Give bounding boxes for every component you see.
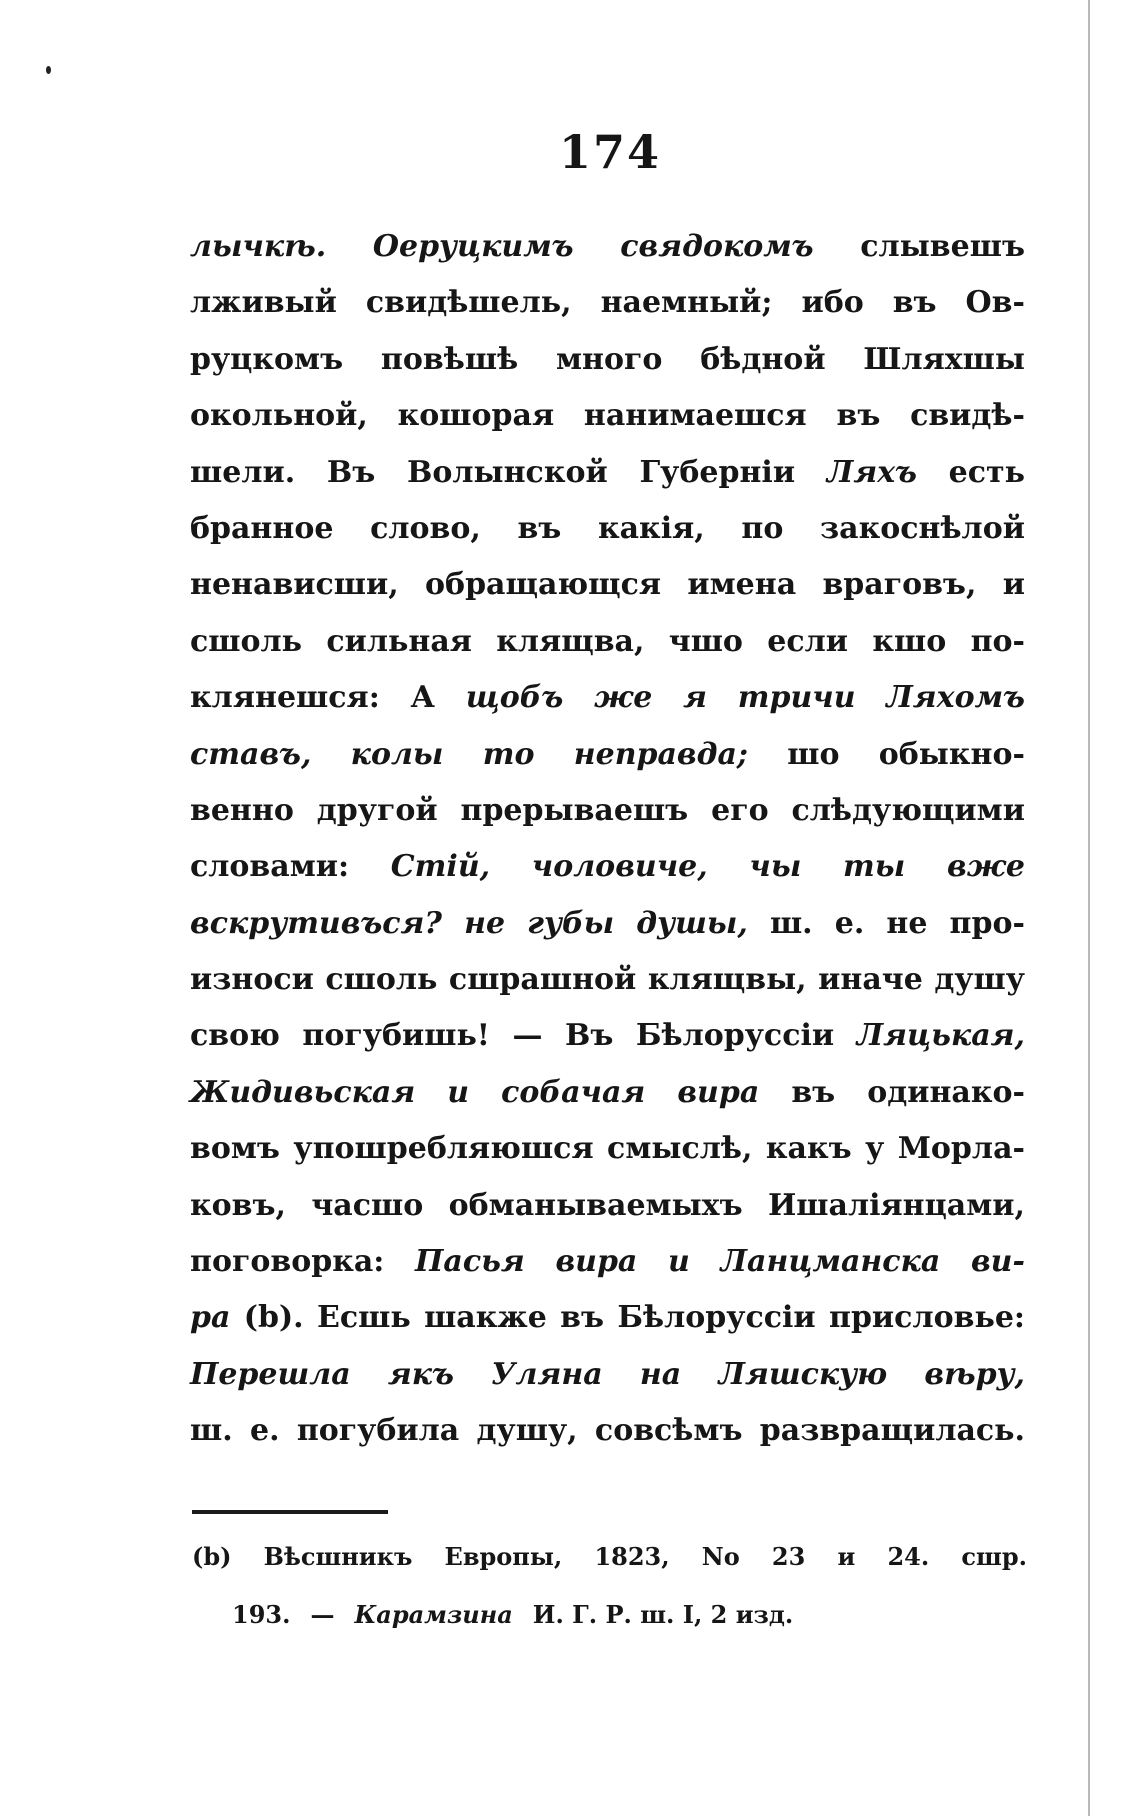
word: Въ bbox=[326, 454, 376, 490]
word: Бѣлоруссіи bbox=[635, 1018, 835, 1054]
word: собачая bbox=[501, 1074, 646, 1110]
text-line bbox=[190, 952, 1025, 1008]
word: Ляхомъ bbox=[886, 680, 1025, 716]
word: (b). bbox=[243, 1300, 304, 1336]
word: Ишаліянцами, bbox=[767, 1187, 1025, 1223]
word: ра bbox=[190, 1300, 231, 1336]
word: то bbox=[482, 736, 535, 772]
word: Есшь bbox=[316, 1300, 411, 1336]
word: я bbox=[683, 680, 707, 716]
word: Губерніи bbox=[639, 454, 796, 490]
word: душу bbox=[934, 962, 1025, 998]
word: клящва, bbox=[496, 623, 645, 659]
word: губы bbox=[527, 905, 615, 941]
word: тричи bbox=[737, 680, 856, 716]
word: износи bbox=[190, 962, 314, 998]
text-line bbox=[190, 727, 1025, 783]
word: вже bbox=[947, 849, 1025, 885]
word: душы, bbox=[636, 905, 748, 941]
text-line bbox=[190, 896, 1025, 952]
word: Бѣлоруссіи bbox=[617, 1300, 816, 1336]
word: присловье: bbox=[829, 1300, 1025, 1336]
word: ставъ, bbox=[190, 736, 312, 772]
word: руцкомъ bbox=[190, 341, 344, 377]
text-line bbox=[190, 1008, 1025, 1064]
word: если bbox=[767, 623, 849, 659]
word: какія, bbox=[597, 510, 705, 546]
text-line bbox=[190, 388, 1025, 444]
word: лживый bbox=[190, 285, 337, 321]
footnote-dash: — bbox=[310, 1600, 335, 1629]
word: бранное bbox=[190, 510, 334, 546]
footnote-word: No bbox=[701, 1542, 740, 1571]
word: и bbox=[668, 1244, 690, 1280]
word: Перешла bbox=[190, 1356, 351, 1392]
word: есть bbox=[948, 454, 1025, 490]
word: Ляхъ bbox=[826, 454, 917, 490]
footnote-word: Европы, bbox=[444, 1542, 563, 1571]
word: сшрашной bbox=[448, 962, 637, 998]
word: Ляшскую bbox=[718, 1356, 888, 1392]
word: какъ bbox=[765, 1131, 852, 1167]
word: клящвы, bbox=[647, 962, 807, 998]
word: прерываешъ bbox=[460, 792, 689, 828]
body-text bbox=[190, 219, 1025, 1460]
word: шели. bbox=[190, 454, 296, 490]
word: Морла- bbox=[897, 1131, 1025, 1167]
footnote-line-2 bbox=[232, 1600, 1067, 1629]
text-line bbox=[190, 1347, 1025, 1403]
text-line bbox=[190, 783, 1025, 839]
word: чшо bbox=[668, 623, 743, 659]
word: свою bbox=[190, 1018, 280, 1054]
word: Шляхшы bbox=[863, 341, 1025, 377]
word: чоловиче, bbox=[531, 849, 708, 885]
word: наемный; bbox=[600, 285, 773, 321]
word: чы bbox=[749, 849, 802, 885]
word: бѣдной bbox=[700, 341, 826, 377]
text-line bbox=[190, 1065, 1025, 1121]
word: шакже bbox=[424, 1300, 547, 1336]
footnote-word: 23 bbox=[771, 1542, 806, 1571]
word: Въ bbox=[564, 1018, 614, 1054]
word: часшо bbox=[311, 1187, 424, 1223]
word: кошорая bbox=[397, 398, 555, 434]
word: ш. bbox=[769, 905, 813, 941]
word: ненависши, bbox=[190, 567, 399, 603]
word: ты bbox=[843, 849, 906, 885]
word: у bbox=[865, 1131, 885, 1167]
text-line bbox=[190, 1403, 1025, 1459]
word: Уляна bbox=[491, 1356, 603, 1392]
word: поговорка: bbox=[190, 1244, 385, 1280]
word: иначе bbox=[818, 962, 923, 998]
word: по- bbox=[970, 623, 1025, 659]
word: душу, bbox=[476, 1413, 578, 1449]
text-line bbox=[190, 614, 1025, 670]
footnote-word: 24. bbox=[887, 1542, 930, 1571]
word: же bbox=[594, 680, 653, 716]
word: слѣдующими bbox=[791, 792, 1025, 828]
word: въ bbox=[517, 510, 562, 546]
word: Ов- bbox=[965, 285, 1025, 321]
word: его bbox=[711, 792, 769, 828]
word: вира bbox=[677, 1074, 760, 1110]
word: слово, bbox=[370, 510, 481, 546]
word: враговъ, bbox=[822, 567, 977, 603]
word: про- bbox=[949, 905, 1025, 941]
footnote-word: сшр. bbox=[961, 1542, 1027, 1571]
word: Волынской bbox=[407, 454, 608, 490]
footnote-page-ref: 193. bbox=[232, 1600, 291, 1629]
text-line bbox=[190, 332, 1025, 388]
word: Ляцькая, bbox=[856, 1018, 1025, 1054]
word: А bbox=[410, 680, 435, 716]
word: клянешся: bbox=[190, 680, 380, 716]
word: другой bbox=[316, 792, 438, 828]
text-line bbox=[190, 501, 1025, 557]
text-line bbox=[190, 1121, 1025, 1177]
word: Жидивьская bbox=[190, 1074, 416, 1110]
text-line bbox=[190, 1290, 1025, 1346]
word: е. bbox=[834, 905, 865, 941]
word: смыслѣ, bbox=[607, 1131, 753, 1167]
word: совсѣмъ bbox=[594, 1413, 743, 1449]
word: погубила bbox=[296, 1413, 460, 1449]
word: щобъ bbox=[465, 680, 564, 716]
word: сшоль bbox=[190, 623, 303, 659]
word: колы bbox=[350, 736, 444, 772]
text-line bbox=[190, 219, 1025, 275]
scan-speck bbox=[46, 66, 51, 74]
word: нанимаешся bbox=[583, 398, 807, 434]
word: Оеруцкимъ bbox=[372, 229, 574, 264]
word: венно bbox=[190, 792, 294, 828]
word: не bbox=[464, 905, 506, 941]
word: лычкѣ. bbox=[190, 229, 327, 264]
word: — bbox=[512, 1018, 543, 1054]
word: не bbox=[886, 905, 928, 941]
text-line bbox=[190, 670, 1025, 726]
word: Ланцманска bbox=[720, 1244, 941, 1280]
word: вѣру, bbox=[924, 1356, 1025, 1392]
footnote-word: и bbox=[837, 1542, 856, 1571]
word: обыкно- bbox=[878, 736, 1025, 772]
word: въ bbox=[892, 285, 937, 321]
text-line bbox=[190, 1234, 1025, 1290]
word: окольной, bbox=[190, 398, 368, 434]
footnote-word: (b) bbox=[192, 1542, 232, 1571]
word: Стій, bbox=[390, 849, 491, 885]
word: вомъ bbox=[190, 1131, 280, 1167]
text-line bbox=[190, 445, 1025, 501]
footnote-word: Вѣсшникъ bbox=[263, 1542, 413, 1571]
word: обращающся bbox=[425, 567, 662, 603]
word: ш. bbox=[190, 1413, 233, 1449]
word: неправда; bbox=[573, 736, 748, 772]
word: Пасья bbox=[415, 1244, 525, 1280]
word: шо bbox=[787, 736, 840, 772]
word: имена bbox=[687, 567, 797, 603]
footnote-line-1 bbox=[192, 1542, 1027, 1571]
word: якъ bbox=[387, 1356, 454, 1392]
footnote-rule bbox=[192, 1510, 388, 1514]
word: закоснѣлой bbox=[819, 510, 1025, 546]
word: въ bbox=[560, 1300, 605, 1336]
word: свидѣ- bbox=[910, 398, 1025, 434]
word: погубишь! bbox=[302, 1018, 490, 1054]
word: вира bbox=[555, 1244, 638, 1280]
text-line bbox=[190, 1178, 1025, 1234]
word: въ bbox=[791, 1074, 836, 1110]
text-line bbox=[190, 557, 1025, 613]
word: слывешъ bbox=[860, 229, 1025, 264]
word: ковъ, bbox=[190, 1187, 286, 1223]
word: на bbox=[639, 1356, 682, 1392]
footnote-word: 1823, bbox=[594, 1542, 670, 1571]
word: одинако- bbox=[867, 1074, 1025, 1110]
word: кшо bbox=[872, 623, 947, 659]
word: повѣшѣ bbox=[380, 341, 519, 377]
page-edge-line bbox=[1088, 0, 1090, 1816]
word: сшоль bbox=[325, 962, 438, 998]
word: въ bbox=[836, 398, 881, 434]
text-line bbox=[190, 275, 1025, 331]
word: много bbox=[556, 341, 663, 377]
footnote-author: Карамзина bbox=[354, 1600, 513, 1629]
page-number: 174 bbox=[558, 125, 662, 179]
word: упошребляюшся bbox=[293, 1131, 594, 1167]
word: ви- bbox=[970, 1244, 1025, 1280]
word: и bbox=[1002, 567, 1025, 603]
word: е. bbox=[249, 1413, 280, 1449]
word: вскрутивъся? bbox=[190, 905, 442, 941]
word: и bbox=[447, 1074, 470, 1110]
footnote-source: И. Г. Р. ш. I, 2 изд. bbox=[532, 1600, 794, 1629]
text-line bbox=[190, 839, 1025, 895]
word: сильная bbox=[326, 623, 472, 659]
word: словами: bbox=[190, 849, 350, 885]
word: свядокомъ bbox=[620, 229, 814, 264]
word: обманываемыхъ bbox=[448, 1187, 743, 1223]
word: по bbox=[741, 510, 784, 546]
word: ибо bbox=[801, 285, 864, 321]
word: свидѣшель, bbox=[365, 285, 572, 321]
word: развращилась. bbox=[759, 1413, 1025, 1449]
